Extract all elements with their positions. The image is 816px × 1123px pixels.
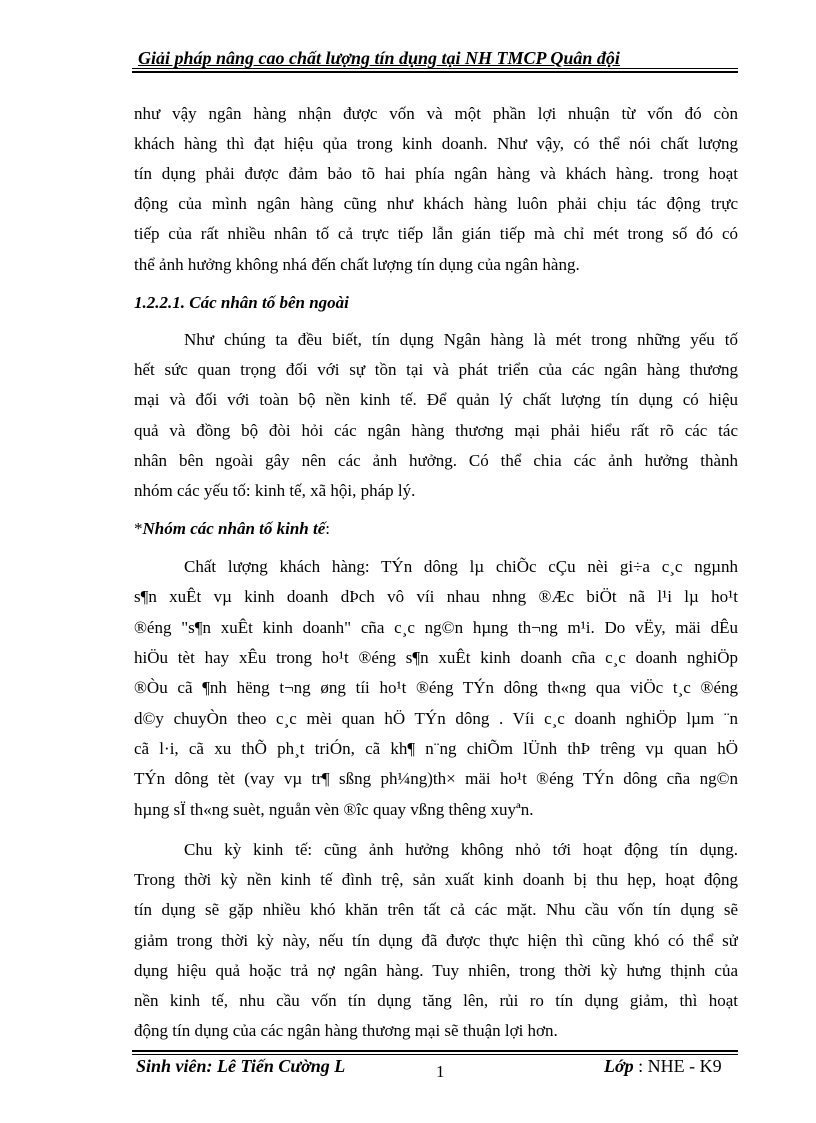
paragraph-1-line: thể ảnh hưởng không nhá đến chất lượng tín dụng của ngân hàng. [134,255,580,274]
footer-class [604,1056,722,1077]
footer-class-label: Lớp [604,1056,634,1076]
page-number: 1 [436,1062,445,1081]
page-header [132,46,738,72]
subheading-text: Nhóm các nhân tố kinh tế [142,519,326,538]
paragraph-2-line: nhóm các yếu tố: kinh tế, xã hội, pháp lý. [134,481,416,500]
paragraph-3-line: s¶n xuÊt vµ kinh doanh dÞch vô víi nhau nhng ®Æc biÖt nã l¹i lµ ho¹t [134,587,738,606]
paragraph-2-line: quả và đồng bộ đòi hỏi các ngân hàng thương mại phải hiểu rất rõ các tác [134,421,738,440]
paragraph-3-line: Chất lượng khách hàng: TÝn dông lµ chiÕc cÇu nèi gi÷a c¸c ngµnh [184,557,738,576]
paragraph-4-line: động tín dụng của các ngân hàng thương mại sẽ thuận lợi hơn. [134,1021,558,1040]
section-heading: 1.2.2.1. Các nhân tố bên ngoài [134,293,349,312]
paragraph-4-line: giảm trong thời kỳ này, nếu tín dụng đã được thực hiện thì cũng khó có thể sử [134,931,738,950]
paragraph-4-line: Trong thời kỳ nền kinh tế đình trệ, sản xuất kinh doanh bị thu hẹp, hoạt động [134,870,738,889]
subheading-suffix: : [325,519,331,538]
footer-rule [132,1054,738,1055]
paragraph-4-line: nền kinh tế, nhu cầu vốn tín dụng tăng lên, rủi ro tín dụng giảm, thì hoạt [134,991,738,1010]
paragraph-2-line: Như chúng ta đều biết, tín dụng Ngân hàng là mét trong những yếu tố [184,330,738,349]
paragraph-1-line: khách hàng thì đạt hiệu qủa trong kinh doanh. Như vậy, có thể nói chất lượng [134,134,738,153]
header-rule [132,68,738,69]
header-rule-thick [132,71,738,73]
subheading-prefix: * [134,519,143,538]
footer-student-name: Sinh viên: Lê Tiến Cường L [136,1056,346,1076]
paragraph-3-line: d©y chuyÒn theo c¸c mèi quan hÖ TÝn dông . Víi c¸c doanh nghiÖp lµm ¨n [134,709,738,728]
paragraph-1-line: tín dụng phải được đảm bảo tõ hai phía ngân hàng và khách hàng. trong hoạt [134,164,738,183]
paragraph-4-line: tín dụng sẽ gặp nhiều khó khăn trên tất cả các mặt. Nhu cầu vốn tín dụng sẽ [134,900,738,919]
paragraph-1-line: động của mình ngân hàng cũng như khách hàng luôn phải chịu tác động trực [134,194,738,213]
paragraph-3-line: hiÖu tèt hay xÊu trong ho¹t ®éng s¶n xuÊt kinh doanh cña c¸c doanh nghiÖp [134,648,738,667]
footer-class-value: : NHE - K9 [633,1056,722,1076]
paragraph-2-line: nhân bên ngoài gây nên các ảnh hưởng. Có thể chia các ảnh hưởng thành [134,451,738,470]
paragraph-2-line: mại và đối với toàn bộ nền kinh tế. Để quản lý chất lượng tín dụng có hiệu [134,390,738,409]
paragraph-1-line: như vậy ngân hàng nhận được vốn và một phần lợi nhuận từ vốn đó còn [134,104,738,123]
paragraph-3-line: ®Òu cã ¶nh hëng t¬ng øng tíi ho¹t ®éng TÝn dông th«ng qua viÖc t¸c ®éng [134,678,738,697]
header-title: Giải pháp nâng cao chất lượng tín dụng tại NH TMCP Quân đội [138,48,620,68]
paragraph-2-line: hết sức quan trọng đối với sự tồn tại và phát triển của các ngân hàng thương [134,360,738,379]
footer-rule-thick [132,1050,738,1052]
paragraph-3-line: cã l·i, cã xu thÕ ph¸t triÓn, cã kh¶ n¨ng chiÕm lÜnh thÞ trêng vµ quan hÖ [134,739,738,758]
subsection-heading [134,515,330,543]
paragraph-4-line: Chu kỳ kinh tế: cũng ảnh hưởng không nhỏ tới hoạt động tín dụng. [184,840,738,859]
paragraph-3-line: hµng sÏ th«ng suèt, nguån vèn ®îc quay vßng thêng xuyªn. [134,800,534,819]
paragraph-3-line: ®éng "s¶n xuÊt kinh doanh" cña c¸c ng©n hµng th¬ng m¹i. Do vËy, mäi dÊu [134,618,738,637]
paragraph-4-line: dụng hiệu quả hoặc trả nợ ngân hàng. Tuy nhiên, trong thời kỳ hưng thịnh của [134,961,738,980]
paragraph-1-line: tiếp của rất nhiều nhân tố cả trực tiếp lẫn gián tiếp mà chỉ mét trong số đó có [134,224,738,243]
paragraph-3-line: TÝn dông tèt (vay vµ tr¶ sßng ph¼ng)th× mäi ho¹t ®éng TÝn dông cña ng©n [134,769,738,788]
